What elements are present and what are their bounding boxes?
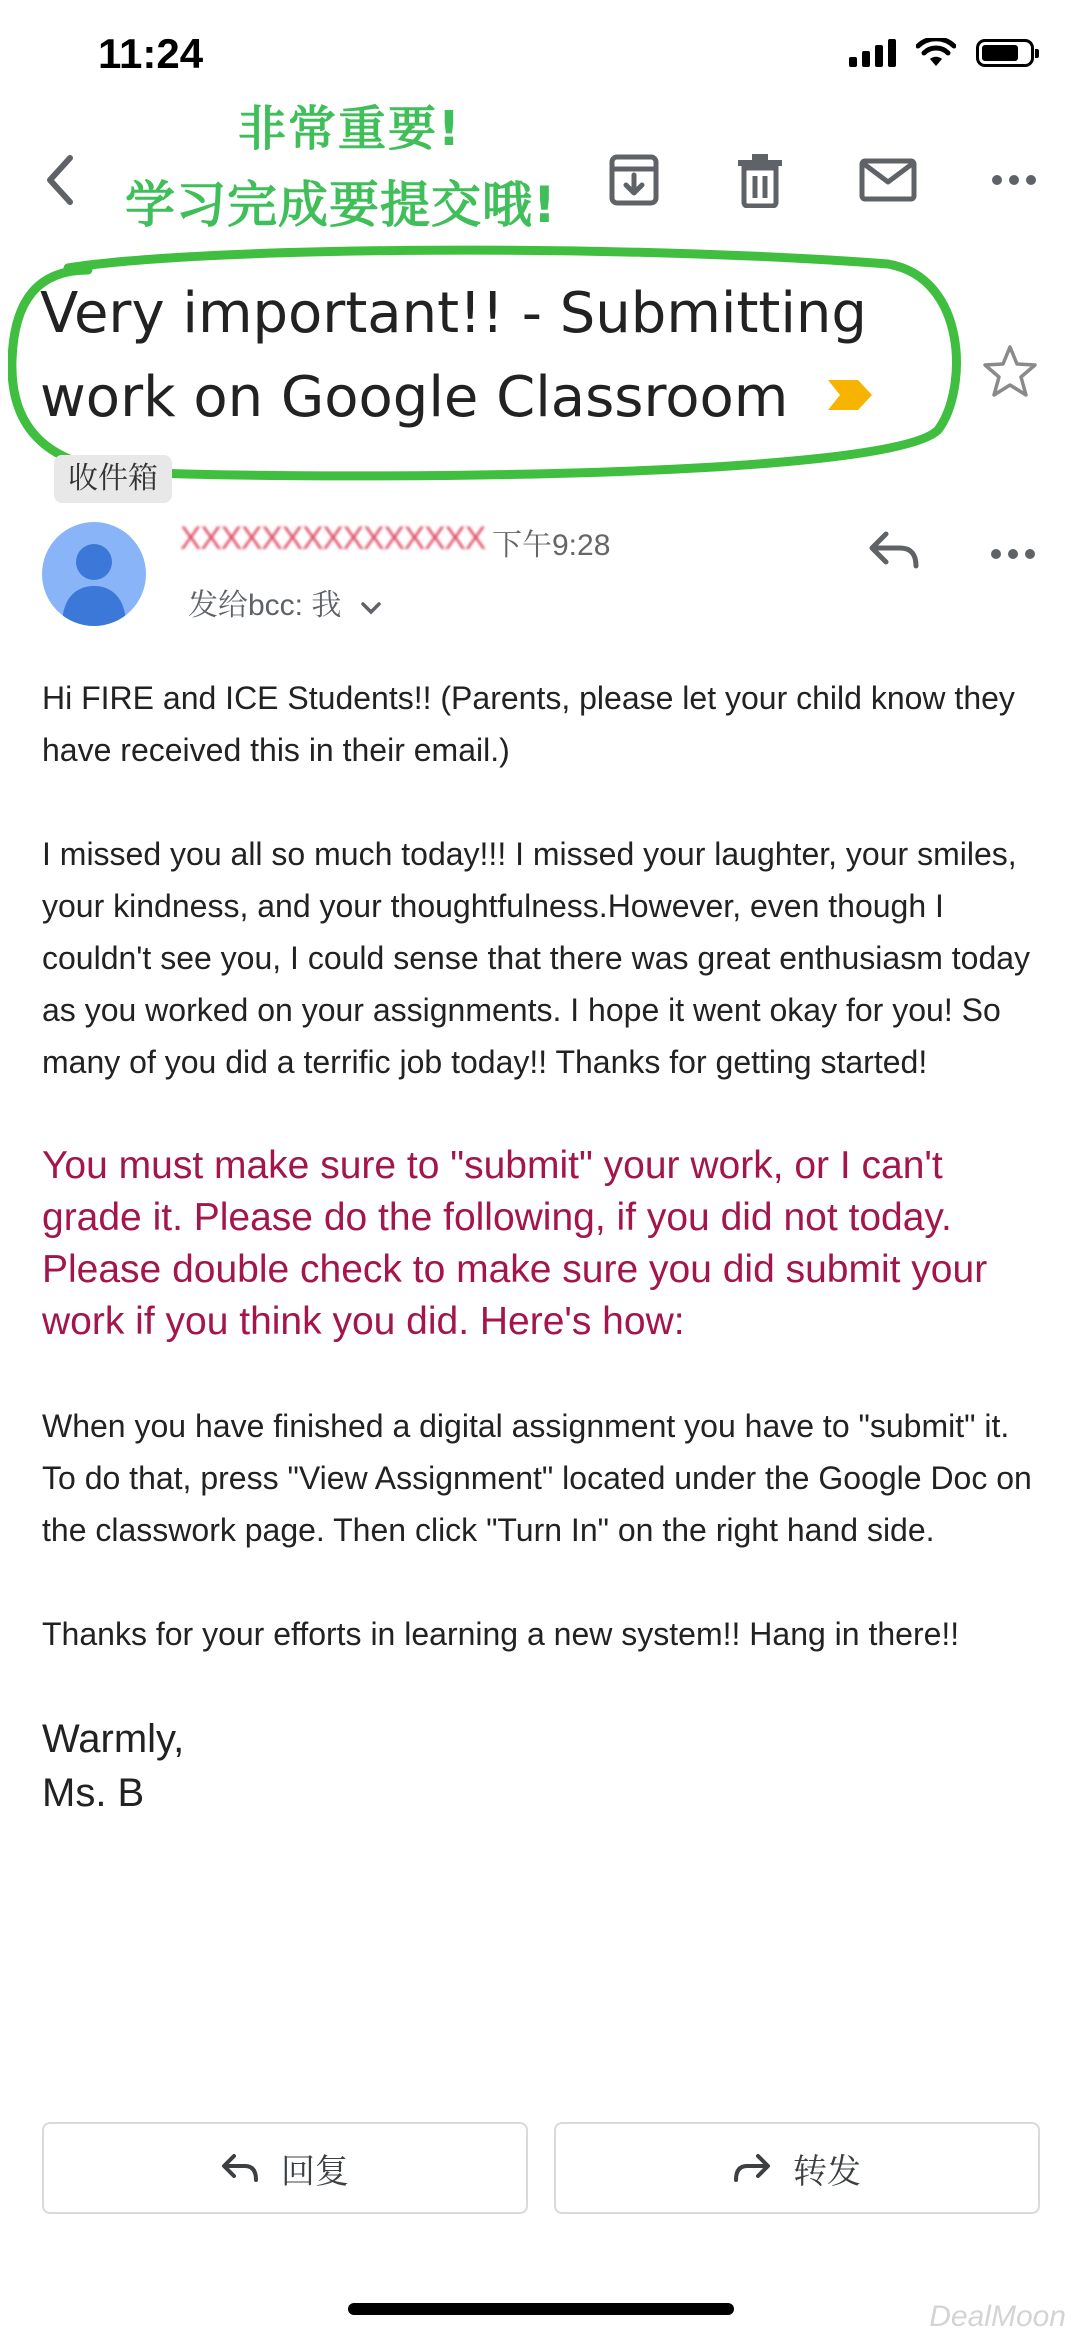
signature: Ms. B xyxy=(42,1771,145,1815)
annotation-line2: 学习完成要提交哦! xyxy=(125,176,557,234)
mark-unread-icon[interactable] xyxy=(856,148,920,212)
inbox-label[interactable]: 收件箱 xyxy=(54,455,172,503)
battery-icon xyxy=(976,39,1034,67)
body-paragraph-2: I missed you all so much today!!! I missed your laughter, your smiles, your kindness, and your thoughtfulness.However, even though I couldn't see you, I could sense that there was great enthusiasm today as you worked on your assignments. I hope it went okay for you! So many of you did a terrific job today!! Thanks for getting started! xyxy=(42,836,1031,1080)
important-marker-icon[interactable] xyxy=(826,378,874,412)
home-indicator[interactable] xyxy=(348,2303,734,2315)
more-icon[interactable] xyxy=(982,148,1046,212)
body-paragraph-4: Thanks for your efforts in learning a new system!! Hang in there!! xyxy=(42,1616,960,1652)
reply-label: 回复 xyxy=(281,2152,349,2191)
closing-line: Warmly, xyxy=(42,1717,185,1761)
forward-label: 转发 xyxy=(793,2152,861,2191)
star-icon[interactable] xyxy=(982,344,1038,398)
chevron-down-icon xyxy=(360,601,382,615)
sender-name[interactable]: XXXXXXXXXXXXXXX xyxy=(180,520,486,556)
signal-icon xyxy=(849,39,896,67)
reply-icon[interactable] xyxy=(868,528,920,572)
avatar[interactable] xyxy=(42,522,146,626)
annotation-line1: 非常重要! xyxy=(238,101,462,157)
body-paragraph-3: When you have finished a digital assignment you have to "submit" it. To do that, press "View Assignment" located under the Google Doc on the classwork page. Then click "Turn In" on the right hand side. xyxy=(42,1408,1032,1548)
subject-text: Very important!! - Submitting work on Google Classroom xyxy=(40,281,867,430)
reply-arrow-icon xyxy=(221,2152,259,2184)
wifi-icon xyxy=(916,38,956,68)
email-body xyxy=(42,672,1042,1820)
recipient-text: 发给bcc: 我 xyxy=(188,589,342,622)
forward-arrow-icon xyxy=(733,2152,771,2184)
forward-button[interactable] xyxy=(554,2122,1040,2214)
watermark: DealMoon xyxy=(929,2300,1066,2333)
more-options-icon[interactable] xyxy=(990,548,1036,560)
delete-icon[interactable] xyxy=(728,148,792,212)
status-icons xyxy=(849,38,1034,68)
person-icon xyxy=(42,522,146,626)
back-icon[interactable] xyxy=(28,148,92,212)
email-subject xyxy=(40,272,970,524)
body-paragraph-1: Hi FIRE and ICE Students!! (Parents, please let your child know they have received this in their email.) xyxy=(42,680,1015,768)
highlighted-instructions: You must make sure to "submit" your work, or I can't grade it. Please do the following, if you did not today. Please double check to make sure you did submit your work if you think you did. Here's how: xyxy=(42,1144,988,1343)
closing xyxy=(42,1712,1042,1820)
archive-icon[interactable] xyxy=(602,148,666,212)
recipient-details[interactable] xyxy=(188,580,382,624)
reply-button[interactable] xyxy=(42,2122,528,2214)
status-time: 11:24 xyxy=(98,30,204,77)
email-time: 下午9:28 xyxy=(492,529,611,562)
